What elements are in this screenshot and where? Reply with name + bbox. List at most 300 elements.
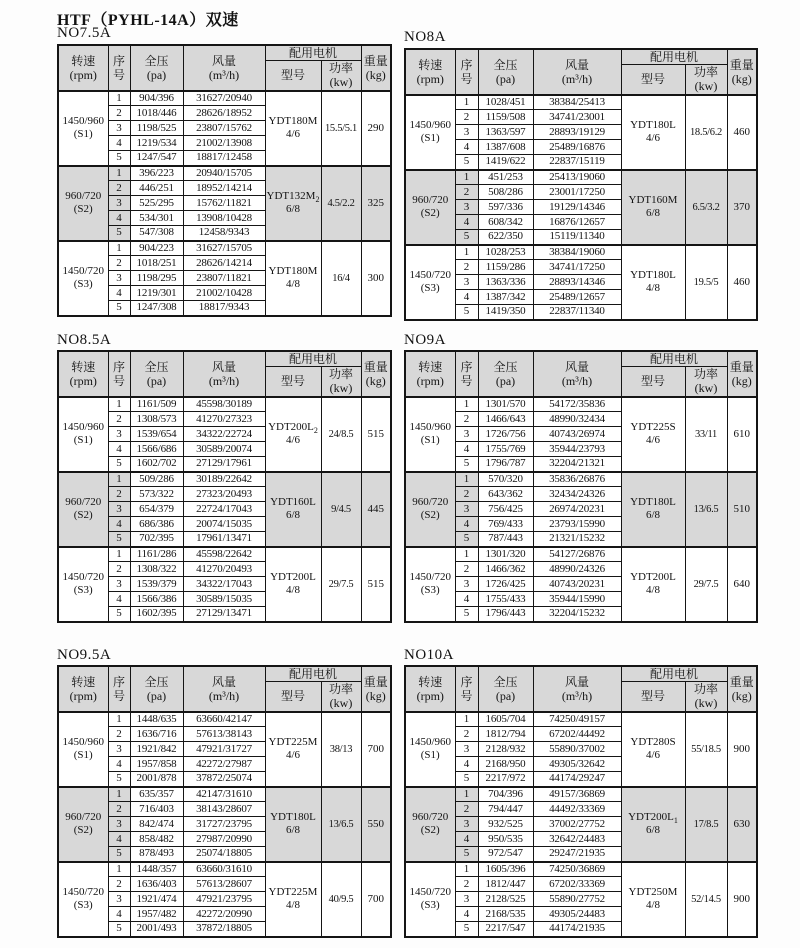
col-header-index: 序 号: [108, 45, 130, 91]
pressure-cell: 1308/573: [130, 412, 183, 427]
pressure-cell: 635/357: [130, 787, 183, 802]
weight-cell: 550: [361, 787, 391, 862]
row-index-cell: 4: [108, 211, 130, 226]
row-index-cell: 2: [108, 106, 130, 121]
spec-table-no9-5a: [57, 665, 392, 938]
pressure-cell: 1448/357: [130, 862, 183, 877]
flow-cell: 44174/29247: [533, 772, 621, 787]
col-header-flow: 风量 (m³/h): [183, 45, 265, 91]
motor-model-cell: YDT225M 4/6: [265, 712, 321, 787]
row-index-cell: 2: [455, 877, 478, 892]
pressure-cell: 1605/396: [478, 862, 533, 877]
row-index-cell: 1: [108, 862, 130, 877]
weight-cell: 515: [361, 397, 391, 472]
table-label-no10a: NO10A: [404, 647, 454, 663]
pressure-cell: 702/395: [130, 532, 183, 547]
col-header-model: 型号: [265, 367, 321, 397]
row-index-cell: 3: [455, 502, 478, 517]
row-index-cell: 4: [455, 907, 478, 922]
row-index-cell: 4: [455, 140, 478, 155]
power-cell: 6.5/3.2: [685, 170, 727, 245]
pressure-cell: 1796/443: [478, 607, 533, 622]
pressure-cell: 972/547: [478, 847, 533, 862]
flow-cell: 31727/23795: [183, 817, 265, 832]
flow-cell: 37872/18805: [183, 922, 265, 937]
pressure-cell: 1363/336: [478, 275, 533, 290]
pressure-cell: 1957/482: [130, 907, 183, 922]
row-index-cell: 2: [455, 185, 478, 200]
pressure-cell: 547/308: [130, 226, 183, 241]
pressure-cell: 573/322: [130, 487, 183, 502]
flow-cell: 34322/17043: [183, 577, 265, 592]
pressure-cell: 878/493: [130, 847, 183, 862]
flow-cell: 63660/31610: [183, 862, 265, 877]
row-index-cell: 5: [108, 772, 130, 787]
flow-cell: 47921/23795: [183, 892, 265, 907]
pressure-cell: 2168/535: [478, 907, 533, 922]
power-cell: 15.5/5.1: [321, 91, 361, 166]
pressure-cell: 769/433: [478, 517, 533, 532]
row-index-cell: 2: [108, 412, 130, 427]
flow-cell: 30589/15035: [183, 592, 265, 607]
motor-model-cell: YDT180L 6/8: [265, 787, 321, 862]
flow-cell: 18817/12458: [183, 151, 265, 166]
weight-cell: 700: [361, 862, 391, 937]
row-index-cell: 2: [455, 260, 478, 275]
motor-model-cell: YDT250M 4/8: [621, 862, 685, 937]
pressure-cell: 570/320: [478, 472, 533, 487]
power-cell: 13/6.5: [685, 472, 727, 547]
pressure-cell: 1363/597: [478, 125, 533, 140]
col-header-index: 序 号: [108, 666, 130, 712]
speed-cell: 960/720 (S2): [405, 472, 455, 547]
pressure-cell: 1159/508: [478, 110, 533, 125]
row-index-cell: 4: [108, 286, 130, 301]
flow-cell: 27129/13471: [183, 607, 265, 622]
col-header-model: 型号: [621, 65, 685, 95]
row-index-cell: 4: [108, 757, 130, 772]
pressure-cell: 1566/686: [130, 442, 183, 457]
spec-table-no9a: [404, 350, 758, 623]
flow-cell: 20940/15705: [183, 166, 265, 181]
weight-cell: 630: [727, 787, 757, 862]
power-cell: 38/13: [321, 712, 361, 787]
flow-cell: 30589/20074: [183, 442, 265, 457]
pressure-cell: 1387/608: [478, 140, 533, 155]
power-cell: 4.5/2.2: [321, 166, 361, 241]
pressure-cell: 643/362: [478, 487, 533, 502]
flow-cell: 25489/12657: [533, 290, 621, 305]
row-index-cell: 4: [108, 592, 130, 607]
flow-cell: 41270/27323: [183, 412, 265, 427]
pressure-cell: 1466/643: [478, 412, 533, 427]
pressure-cell: 1028/253: [478, 245, 533, 260]
row-index-cell: 3: [455, 892, 478, 907]
pressure-cell: 794/447: [478, 802, 533, 817]
weight-cell: 640: [727, 547, 757, 622]
motor-model-cell: YDT160L 6/8: [265, 472, 321, 547]
flow-cell: 54172/35836: [533, 397, 621, 412]
flow-cell: 48990/24326: [533, 562, 621, 577]
pressure-cell: 597/336: [478, 200, 533, 215]
speed-cell: 1450/960 (S1): [405, 95, 455, 170]
pressure-cell: 534/301: [130, 211, 183, 226]
row-index-cell: 2: [108, 487, 130, 502]
row-index-cell: 3: [108, 271, 130, 286]
pressure-cell: 654/379: [130, 502, 183, 517]
flow-cell: 18952/14214: [183, 181, 265, 196]
row-index-cell: 2: [108, 256, 130, 271]
col-header-weight: 重量 (kg): [361, 666, 391, 712]
pressure-cell: 842/474: [130, 817, 183, 832]
power-cell: 18.5/6.2: [685, 95, 727, 170]
row-index-cell: 4: [108, 442, 130, 457]
pressure-cell: 716/403: [130, 802, 183, 817]
row-index-cell: 1: [455, 787, 478, 802]
flow-cell: 44492/33369: [533, 802, 621, 817]
pressure-cell: 1812/447: [478, 877, 533, 892]
col-header-weight: 重量 (kg): [727, 49, 757, 95]
col-header-power: 功率 (kw): [321, 682, 361, 712]
motor-model-cell: YDT225S 4/6: [621, 397, 685, 472]
flow-cell: 49157/36869: [533, 787, 621, 802]
flow-cell: 32204/21321: [533, 457, 621, 472]
pressure-cell: 1755/433: [478, 592, 533, 607]
pressure-cell: 932/525: [478, 817, 533, 832]
row-index-cell: 5: [455, 607, 478, 622]
flow-cell: 18817/9343: [183, 301, 265, 316]
table-label-no7-5a: NO7.5A: [57, 25, 112, 41]
pressure-cell: 950/535: [478, 832, 533, 847]
row-index-cell: 1: [455, 547, 478, 562]
col-header-flow: 风量 (m³/h): [533, 49, 621, 95]
flow-cell: 31627/20940: [183, 91, 265, 106]
pressure-cell: 1159/286: [478, 260, 533, 275]
power-cell: 33/11: [685, 397, 727, 472]
flow-cell: 34741/17250: [533, 260, 621, 275]
pressure-cell: 904/396: [130, 91, 183, 106]
row-index-cell: 2: [108, 802, 130, 817]
row-index-cell: 4: [108, 517, 130, 532]
row-index-cell: 3: [108, 742, 130, 757]
spec-table-no8a: [404, 48, 758, 321]
pressure-cell: 1755/769: [478, 442, 533, 457]
motor-model-cell: $YDT200L_2$ 4/6: [265, 397, 321, 472]
power-cell: 17/8.5: [685, 787, 727, 862]
pressure-cell: 2217/972: [478, 772, 533, 787]
pressure-cell: 1921/842: [130, 742, 183, 757]
col-header-speed: 转速 (rpm): [405, 351, 455, 397]
flow-cell: 27323/20493: [183, 487, 265, 502]
flow-cell: 38384/19060: [533, 245, 621, 260]
pressure-cell: 1726/756: [478, 427, 533, 442]
col-header-model: 型号: [265, 61, 321, 91]
pressure-cell: 1219/534: [130, 136, 183, 151]
row-index-cell: 3: [108, 577, 130, 592]
row-index-cell: 1: [108, 712, 130, 727]
row-index-cell: 1: [108, 787, 130, 802]
pressure-cell: 1602/702: [130, 457, 183, 472]
pressure-cell: 1387/342: [478, 290, 533, 305]
row-index-cell: 5: [108, 226, 130, 241]
spec-table-no10a: [404, 665, 758, 938]
pressure-cell: 1219/301: [130, 286, 183, 301]
row-index-cell: 1: [108, 472, 130, 487]
flow-cell: 27129/17961: [183, 457, 265, 472]
row-index-cell: 1: [455, 245, 478, 260]
col-header-index: 序 号: [455, 666, 478, 712]
flow-cell: 21321/15232: [533, 532, 621, 547]
flow-cell: 25489/16876: [533, 140, 621, 155]
row-index-cell: 1: [108, 547, 130, 562]
row-index-cell: 1: [455, 712, 478, 727]
col-header-power: 功率 (kw): [685, 367, 727, 397]
pressure-cell: 1636/716: [130, 727, 183, 742]
flow-cell: 45598/30189: [183, 397, 265, 412]
speed-cell: 960/720 (S2): [405, 787, 455, 862]
flow-cell: 25074/18805: [183, 847, 265, 862]
col-header-flow: 风量 (m³/h): [533, 666, 621, 712]
row-index-cell: 4: [455, 215, 478, 230]
weight-cell: 460: [727, 95, 757, 170]
flow-cell: 22724/17043: [183, 502, 265, 517]
row-index-cell: 3: [108, 121, 130, 136]
col-header-pressure: 全压 (pa): [130, 45, 183, 91]
row-index-cell: 3: [108, 427, 130, 442]
motor-model-cell: $YDT132M_2$ 6/8: [265, 166, 321, 241]
row-index-cell: 2: [108, 562, 130, 577]
row-index-cell: 2: [455, 412, 478, 427]
table-label-no9a: NO9A: [404, 332, 446, 348]
row-index-cell: 4: [455, 442, 478, 457]
flow-cell: 35944/23793: [533, 442, 621, 457]
col-header-weight: 重量 (kg): [727, 666, 757, 712]
pressure-cell: 1419/350: [478, 305, 533, 320]
motor-model-cell: YDT180L 4/6: [621, 95, 685, 170]
flow-cell: 42272/20990: [183, 907, 265, 922]
flow-cell: 35944/15990: [533, 592, 621, 607]
pressure-cell: 1308/322: [130, 562, 183, 577]
col-header-pressure: 全压 (pa): [478, 666, 533, 712]
weight-cell: 515: [361, 547, 391, 622]
row-index-cell: 3: [455, 200, 478, 215]
pressure-cell: 756/425: [478, 502, 533, 517]
flow-cell: 15762/11821: [183, 196, 265, 211]
pressure-cell: 1028/451: [478, 95, 533, 110]
flow-cell: 15119/11340: [533, 230, 621, 245]
pressure-cell: 1301/320: [478, 547, 533, 562]
flow-cell: 42272/27987: [183, 757, 265, 772]
speed-cell: 1450/960 (S1): [58, 397, 108, 472]
speed-cell: 1450/720 (S3): [58, 547, 108, 622]
flow-cell: 28626/18952: [183, 106, 265, 121]
row-index-cell: 5: [455, 532, 478, 547]
col-header-flow: 风量 (m³/h): [183, 666, 265, 712]
col-header-speed: 转速 (rpm): [58, 351, 108, 397]
spec-table-no7-5a: [57, 44, 392, 317]
flow-cell: 29247/21935: [533, 847, 621, 862]
table-label-no8a: NO8A: [404, 29, 446, 45]
row-index-cell: 5: [455, 772, 478, 787]
col-header-power: 功率 (kw): [685, 682, 727, 712]
row-index-cell: 5: [108, 301, 130, 316]
flow-cell: 28626/14214: [183, 256, 265, 271]
pressure-cell: 1605/704: [478, 712, 533, 727]
col-header-index: 序 号: [455, 351, 478, 397]
pressure-cell: 1957/858: [130, 757, 183, 772]
row-index-cell: 1: [455, 397, 478, 412]
motor-model-cell: YDT180L 4/8: [621, 245, 685, 320]
col-header-motor-group: 配用电机: [621, 666, 727, 682]
row-index-cell: 2: [108, 181, 130, 196]
row-index-cell: 3: [108, 196, 130, 211]
col-header-power: 功率 (kw): [685, 65, 727, 95]
flow-cell: 41270/20493: [183, 562, 265, 577]
table-label-no8-5a: NO8.5A: [57, 332, 112, 348]
speed-cell: 1450/720 (S3): [58, 862, 108, 937]
col-header-motor-group: 配用电机: [265, 666, 361, 682]
weight-cell: 460: [727, 245, 757, 320]
row-index-cell: 5: [108, 607, 130, 622]
row-index-cell: 3: [108, 817, 130, 832]
pressure-cell: 1921/474: [130, 892, 183, 907]
col-header-weight: 重量 (kg): [361, 45, 391, 91]
speed-cell: 960/720 (S2): [58, 787, 108, 862]
flow-cell: 25413/19060: [533, 170, 621, 185]
motor-model-cell: $YDT200L_1$ 6/8: [621, 787, 685, 862]
row-index-cell: 2: [455, 487, 478, 502]
motor-model-cell: YDT160M 6/8: [621, 170, 685, 245]
pressure-cell: 1812/794: [478, 727, 533, 742]
flow-cell: 23793/15990: [533, 517, 621, 532]
col-header-flow: 风量 (m³/h): [533, 351, 621, 397]
pressure-cell: 1247/308: [130, 301, 183, 316]
row-index-cell: 3: [455, 275, 478, 290]
flow-cell: 27987/20990: [183, 832, 265, 847]
pressure-cell: 904/223: [130, 241, 183, 256]
flow-cell: 13908/10428: [183, 211, 265, 226]
pressure-cell: 525/295: [130, 196, 183, 211]
power-cell: 9/4.5: [321, 472, 361, 547]
row-index-cell: 5: [455, 305, 478, 320]
speed-cell: 1450/960 (S1): [58, 712, 108, 787]
weight-cell: 445: [361, 472, 391, 547]
col-header-motor-group: 配用电机: [265, 45, 361, 61]
flow-cell: 55890/27752: [533, 892, 621, 907]
row-index-cell: 4: [455, 757, 478, 772]
pressure-cell: 686/386: [130, 517, 183, 532]
pressure-cell: 1419/622: [478, 155, 533, 170]
row-index-cell: 5: [108, 151, 130, 166]
page-title: HTF（PYHL-14A）双速: [57, 12, 239, 29]
row-index-cell: 3: [455, 817, 478, 832]
row-index-cell: 1: [108, 397, 130, 412]
speed-cell: 1450/720 (S3): [405, 245, 455, 320]
flow-cell: 55890/37002: [533, 742, 621, 757]
pressure-cell: 1726/425: [478, 577, 533, 592]
flow-cell: 17961/13471: [183, 532, 265, 547]
col-header-pressure: 全压 (pa): [130, 351, 183, 397]
motor-model-cell: YDT225M 4/8: [265, 862, 321, 937]
flow-cell: 40743/20231: [533, 577, 621, 592]
pressure-cell: 1602/395: [130, 607, 183, 622]
pressure-cell: 396/223: [130, 166, 183, 181]
pressure-cell: 1539/379: [130, 577, 183, 592]
flow-cell: 67202/33369: [533, 877, 621, 892]
flow-cell: 23001/17250: [533, 185, 621, 200]
flow-cell: 74250/49157: [533, 712, 621, 727]
row-index-cell: 4: [455, 592, 478, 607]
flow-cell: 42147/31610: [183, 787, 265, 802]
flow-cell: 19129/14346: [533, 200, 621, 215]
pressure-cell: 1161/509: [130, 397, 183, 412]
row-index-cell: 1: [455, 472, 478, 487]
row-index-cell: 3: [455, 125, 478, 140]
pressure-cell: 451/253: [478, 170, 533, 185]
col-header-pressure: 全压 (pa): [478, 49, 533, 95]
weight-cell: 610: [727, 397, 757, 472]
pressure-cell: 1301/570: [478, 397, 533, 412]
row-index-cell: 1: [455, 862, 478, 877]
power-cell: 55/18.5: [685, 712, 727, 787]
speed-cell: 1450/960 (S1): [58, 91, 108, 166]
power-cell: 29/7.5: [321, 547, 361, 622]
row-index-cell: 2: [455, 727, 478, 742]
flow-cell: 32204/15232: [533, 607, 621, 622]
pressure-cell: 1198/525: [130, 121, 183, 136]
row-index-cell: 4: [108, 136, 130, 151]
weight-cell: 300: [361, 241, 391, 316]
flow-cell: 21002/10428: [183, 286, 265, 301]
pressure-cell: 704/396: [478, 787, 533, 802]
motor-model-cell: YDT180L 6/8: [621, 472, 685, 547]
col-header-index: 序 号: [108, 351, 130, 397]
pressure-cell: 1539/654: [130, 427, 183, 442]
col-header-motor-group: 配用电机: [621, 351, 727, 367]
flow-cell: 67202/44492: [533, 727, 621, 742]
col-header-pressure: 全压 (pa): [130, 666, 183, 712]
row-index-cell: 3: [455, 742, 478, 757]
row-index-cell: 3: [455, 577, 478, 592]
col-header-weight: 重量 (kg): [727, 351, 757, 397]
col-header-power: 功率 (kw): [321, 367, 361, 397]
col-header-speed: 转速 (rpm): [58, 45, 108, 91]
row-index-cell: 4: [455, 290, 478, 305]
row-index-cell: 5: [108, 847, 130, 862]
col-header-model: 型号: [265, 682, 321, 712]
flow-cell: 35836/26876: [533, 472, 621, 487]
col-header-speed: 转速 (rpm): [405, 666, 455, 712]
weight-cell: 900: [727, 862, 757, 937]
pressure-cell: 2128/932: [478, 742, 533, 757]
row-index-cell: 5: [455, 922, 478, 937]
row-index-cell: 3: [108, 892, 130, 907]
pressure-cell: 446/251: [130, 181, 183, 196]
col-header-speed: 转速 (rpm): [58, 666, 108, 712]
motor-model-cell: YDT280S 4/6: [621, 712, 685, 787]
flow-cell: 12458/9343: [183, 226, 265, 241]
weight-cell: 290: [361, 91, 391, 166]
flow-cell: 32434/24326: [533, 487, 621, 502]
flow-cell: 47921/31727: [183, 742, 265, 757]
flow-cell: 40743/26974: [533, 427, 621, 442]
pressure-cell: 509/286: [130, 472, 183, 487]
flow-cell: 28893/19129: [533, 125, 621, 140]
flow-cell: 28893/14346: [533, 275, 621, 290]
power-cell: 24/8.5: [321, 397, 361, 472]
flow-cell: 20074/15035: [183, 517, 265, 532]
motor-model-cell: YDT180M 4/6: [265, 91, 321, 166]
